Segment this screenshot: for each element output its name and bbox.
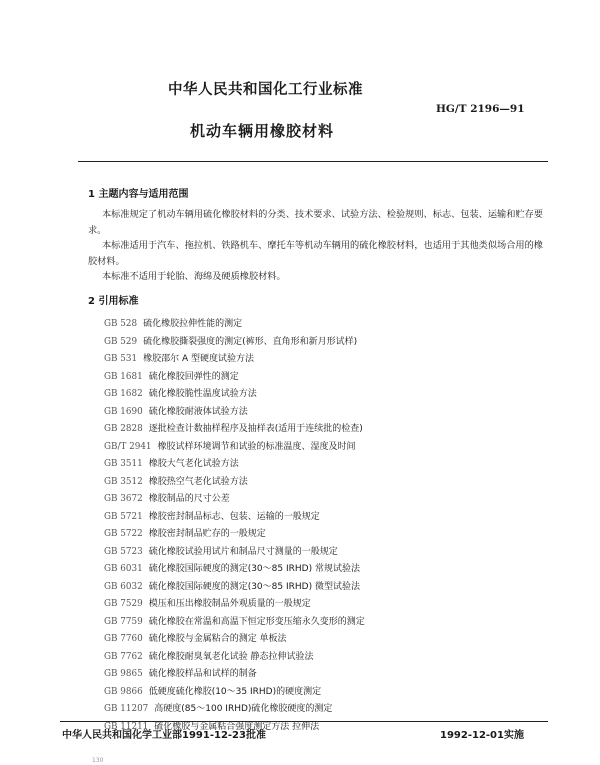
- list-item: GB 3672 橡胶制品的尺寸公差: [104, 494, 230, 504]
- list-item: GB 11207 高硬度(85～100 IRHD)硫化橡胶硬度的测定: [104, 704, 333, 714]
- list-item: GB 529 硫化橡胶撕裂强度的测定(裤形、直角形和新月形试样): [104, 336, 358, 347]
- list-item: GB 7760 硫化橡胶与金属粘合的测定 单板法: [104, 634, 287, 644]
- list-item: GB 5722 橡胶密封制品贮存的一般规定: [104, 529, 266, 539]
- list-item: GB 9865 硫化橡胶样品和试样的制备: [104, 669, 257, 679]
- list-item: GB 6032 硫化橡胶国际硬度的测定(30～85 IRHD) 微型试验法: [104, 581, 360, 592]
- list-item: GB/T 2941 橡胶试样环境调节和试验的标准温度、湿度及时间: [104, 441, 356, 452]
- list-item: GB 11211 硫化橡胶与金属粘合强度测定方法 拉伸法: [104, 721, 320, 732]
- list-item: GB 6031 硫化橡胶国际硬度的测定(30～85 IRHD) 常规试验法: [104, 564, 360, 574]
- referenced-standards-list: [104, 316, 365, 736]
- list-item: GB 2828 逐批检查计数抽样程序及抽样表(适用于连续批的检查): [104, 424, 363, 434]
- section-2-heading: 2 引用标准: [88, 296, 139, 307]
- list-item: GB 7762 硫化橡胶耐臭氧老化试验 静态拉伸试验法: [104, 651, 314, 662]
- section-1-heading: 1 主题内容与适用范围: [88, 189, 189, 200]
- section-1-paragraph-3: 本标准不适用于轮胎、海绵及硬质橡胶材料。: [102, 271, 286, 282]
- list-item: GB 528 硫化橡胶拉伸性能的测定: [104, 319, 243, 329]
- list-item: GB 7529 模压和压出橡胶制品外观质量的一般规定: [104, 599, 311, 609]
- list-item: GB 1681 硫化橡胶回弹性的测定: [104, 371, 239, 382]
- list-item: GB 3512 橡胶热空气老化试验方法: [104, 476, 248, 487]
- section-1-paragraph-1: 本标准规定了机动车辆用硫化橡胶材料的分类、技术要求、试验方法、检验规则、标志、包装、运输和贮存要求。: [88, 209, 543, 236]
- approval-statement: 中华人民共和国化学工业部1991-12-23批准: [62, 730, 266, 741]
- header-divider: [78, 161, 548, 162]
- list-item: GB 1690 硫化橡胶耐液体试验方法: [104, 406, 248, 417]
- standard-code: HG/T 2196—91: [436, 103, 525, 115]
- document-title: 机动车辆用橡胶材料: [190, 122, 335, 140]
- issuing-organization: 中华人民共和国化工行业标准: [168, 82, 363, 98]
- list-item: GB 1682 硫化橡胶脆性温度试验方法: [104, 389, 257, 399]
- list-item: GB 5721 橡胶密封制品标志、包装、运输的一般规定: [104, 511, 320, 522]
- page-number: 130: [92, 757, 104, 764]
- list-item: GB 531 橡胶邵尔 A 型硬度试验方法: [104, 354, 254, 364]
- effective-date: 1992-12-01实施: [440, 730, 524, 741]
- section-1-paragraph-2: 本标准适用于汽车、拖拉机、铁路机车、摩托车等机动车辆用的硫化橡胶材料，也适用于其他类似场合用的橡胶材料。: [88, 240, 543, 267]
- list-item: GB 3511 橡胶大气老化试验方法: [104, 459, 239, 469]
- footer-divider: [60, 721, 548, 722]
- list-item: GB 7759 硫化橡胶在常温和高温下恒定形变压缩永久变形的测定: [104, 616, 365, 627]
- list-item: GB 5723 硫化橡胶试验用试片和制品尺寸测量的一般规定: [104, 546, 338, 557]
- list-item: GB 9866 低硬度硫化橡胶(10～35 IRHD)的硬度测定: [104, 686, 322, 697]
